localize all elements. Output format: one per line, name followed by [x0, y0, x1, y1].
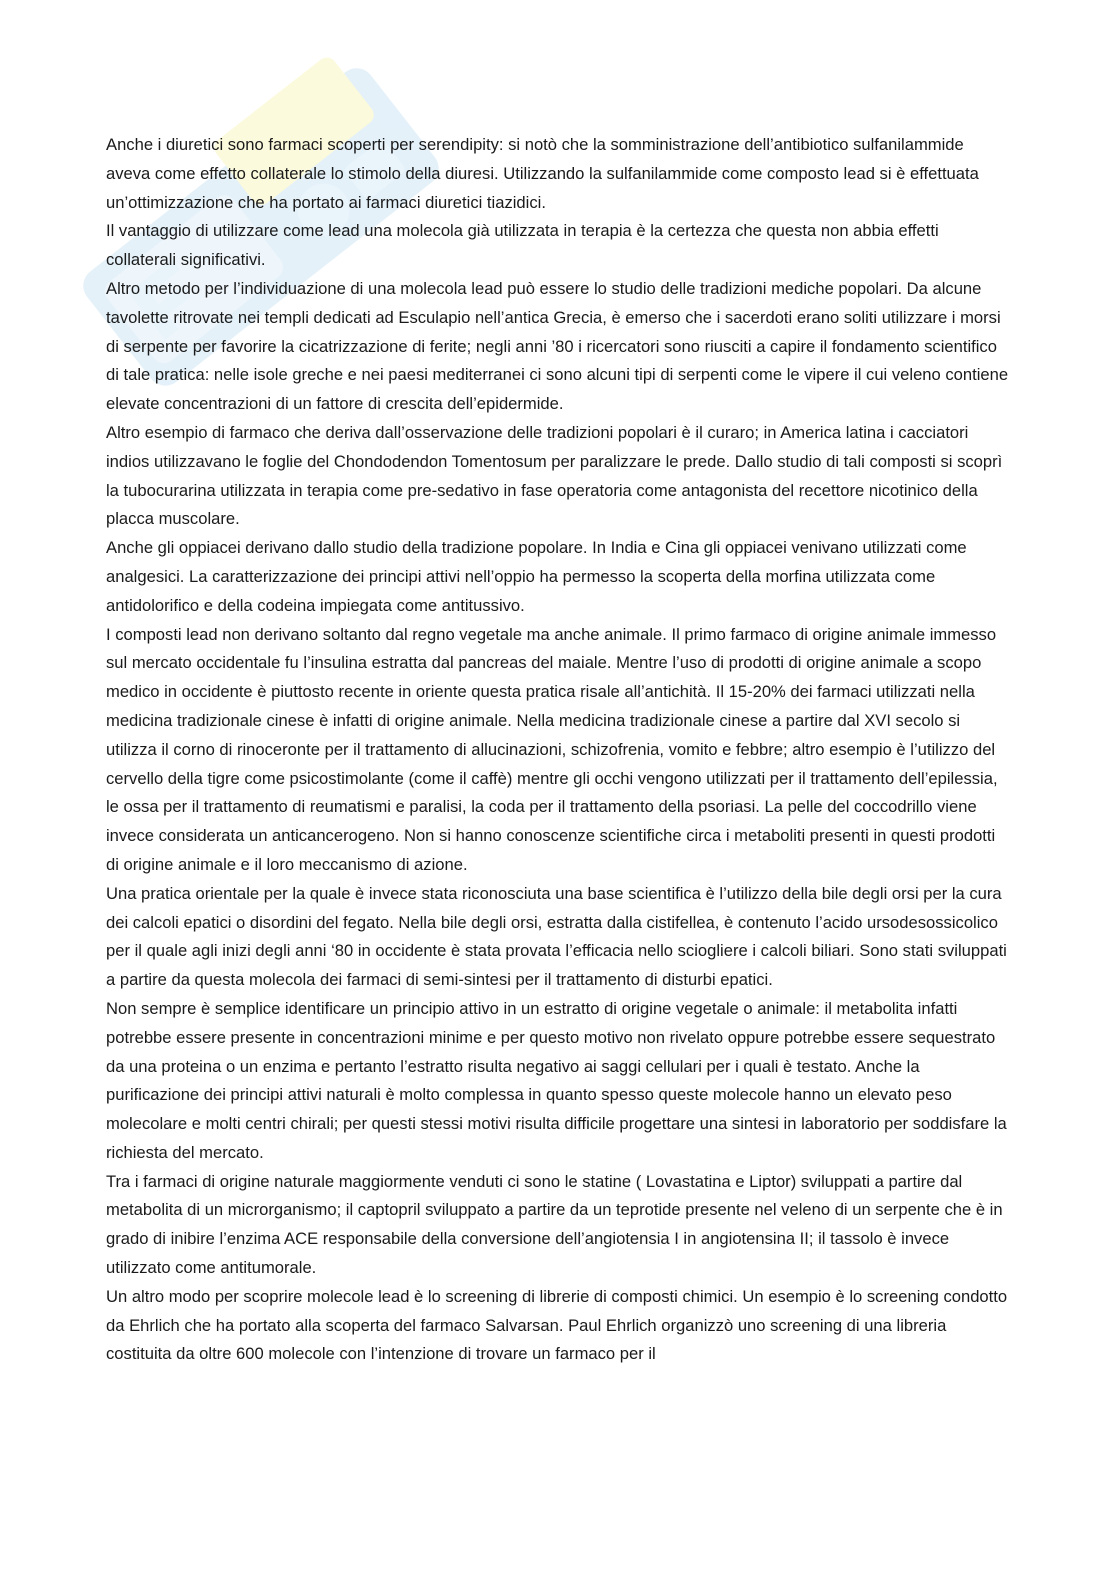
paragraph: Tra i farmaci di origine naturale maggiormente venduti ci sono le statine ( Lovastatina e Liptor) sviluppati a partire dal metabolita di un microrganismo; il captopril sviluppato a partire da un teprotide presente nel veleno di un serpente che è in grado di inibire l’enzima ACE responsabile della conversione dell’angiotensia I in angiotensina II; il tassolo è invece utilizzato come antitumorale.	[106, 1171, 1003, 1278]
paragraph: Anche i diuretici sono farmaci scoperti per serendipity: si notò che la somministrazione dell’antibiotico sulfanilammide aveva come effetto collaterale lo stimolo della diuresi. Utilizzando la sulfanilammide come composto lead si è effettuata un’ottimizzazione che ha portato ai farmaci diuretici tiazidici.	[106, 135, 979, 212]
paragraph: Il vantaggio di utilizzare come lead una molecola già utilizzata in terapia è la certezza che questa non abbia effetti collaterali significativi.	[106, 221, 939, 270]
paragraph: Non sempre è semplice identificare un principio attivo in un estratto di origine vegetale o animale: il metabolita infatti potrebbe essere presente in concentrazioni minime e per questo motivo non rivelato oppure potrebbe essere sequestrato da una proteina o un enzima e pertanto l’estratto risulta negativo ai saggi cellulari per i quali è testato. Anche la purificazione dei principi attivi naturali è molto complessa in quanto spesso queste molecole hanno un elevato peso molecolare e molti centri chirali; per questi stessi motivi risulta difficile progettare una sintesi in laboratorio per soddisfare la richiesta del mercato.	[106, 998, 1007, 1162]
paragraph: Una pratica orientale per la quale è invece stata riconosciuta una base scientifica è l’utilizzo della bile degli orsi per la cura dei calcoli epatici o disordini del fegato. Nella bile degli orsi, estratta dalla cistifellea, è contenuto l’acido ursodesossicolico per il quale agli inizi degli anni ‘80 in occidente è stata provata l’efficacia nello sciogliere i calcoli biliari. Sono stati sviluppati a partire da questa molecola dei farmaci di semi-sintesi per il trattamento di disturbi epatici.	[106, 883, 1007, 990]
paragraph: Un altro modo per scoprire molecole lead è lo screening di librerie di composti chimici. Un esempio è lo screening condotto da Ehrlich che ha portato alla scoperta del farmaco Salvarsan. Paul Ehrlich organizzò uno screening di una libreria costituita da oltre 600 molecole con l’intenzione di trovare un farmaco per il	[106, 1286, 1008, 1364]
paragraph: Altro esempio di farmaco che deriva dall’osservazione delle tradizioni popolari è il curaro; in America latina i cacciatori indios utilizzavano le foglie del Chondodendon Tomentosum per paralizzare le prede. Dallo studio di tali composti si scoprì la tubocurarina utilizzata in terapia come pre-sedativo in fase operatoria come antagonista del recettore nicotinico della placca muscolare.	[106, 422, 1003, 529]
paragraph: Anche gli oppiacei derivano dallo studio della tradizione popolare. In India e Cina gli oppiacei venivano utilizzati come analgesici. La caratterizzazione dei principi attivi nell’oppio ha permesso la scoperta della morfina utilizzata come antidolorifico e della codeina impiegata come antitussivo.	[106, 538, 967, 615]
paragraph: I composti lead non derivano soltanto dal regno vegetale ma anche animale. Il primo farmaco di origine animale immesso sul mercato occidentale fu l’insulina estratta dal pancreas del maiale. Mentre l’uso di prodotti di origine animale a scopo medico in occidente è piuttosto recente in oriente questa pratica risale all’antichità. Il 15-20% dei farmaci utilizzati nella medicina tradizionale cinese è infatti di origine animale. Nella medicina tradizionale cinese a partire dal XVI secolo si utilizza il corno di rinoceronte per il trattamento di allucinazioni, schizofrenia, vomito e febbre; altro esempio è l’utilizzo del cervello della tigre come psicostimolante (come il caffè) mentre gli occhi vengono utilizzati per il trattamento dell’epilessia, le ossa per il trattamento di reumatismi e paralisi, la coda per il trattamento della psoriasi. La pelle del coccodrillo viene invece considerata un anticancerogeno. Non si hanno conoscenze scientifiche circa i metaboliti presenti in questi prodotti di origine animale e il loro meccanismo di azione.	[106, 624, 998, 874]
document-body	[106, 131, 1012, 1369]
paragraph: Altro metodo per l’individuazione di una molecola lead può essere lo studio delle tradizioni mediche popolari. Da alcune tavolette ritrovate nei templi dedicati ad Esculapio nell’antica Grecia, è emerso che i sacerdoti erano soliti utilizzare i morsi di serpente per favorire la cicatrizzazione di ferite; negli anni ’80 i ricercatori sono riusciti a capire il fondamento scientifico di tale pratica: nelle isole greche e nei paesi mediterranei ci sono alcuni tipi di serpenti come le vipere il cui veleno contiene elevate concentrazioni di un fattore di crescita dell’epidermide.	[106, 278, 1009, 414]
